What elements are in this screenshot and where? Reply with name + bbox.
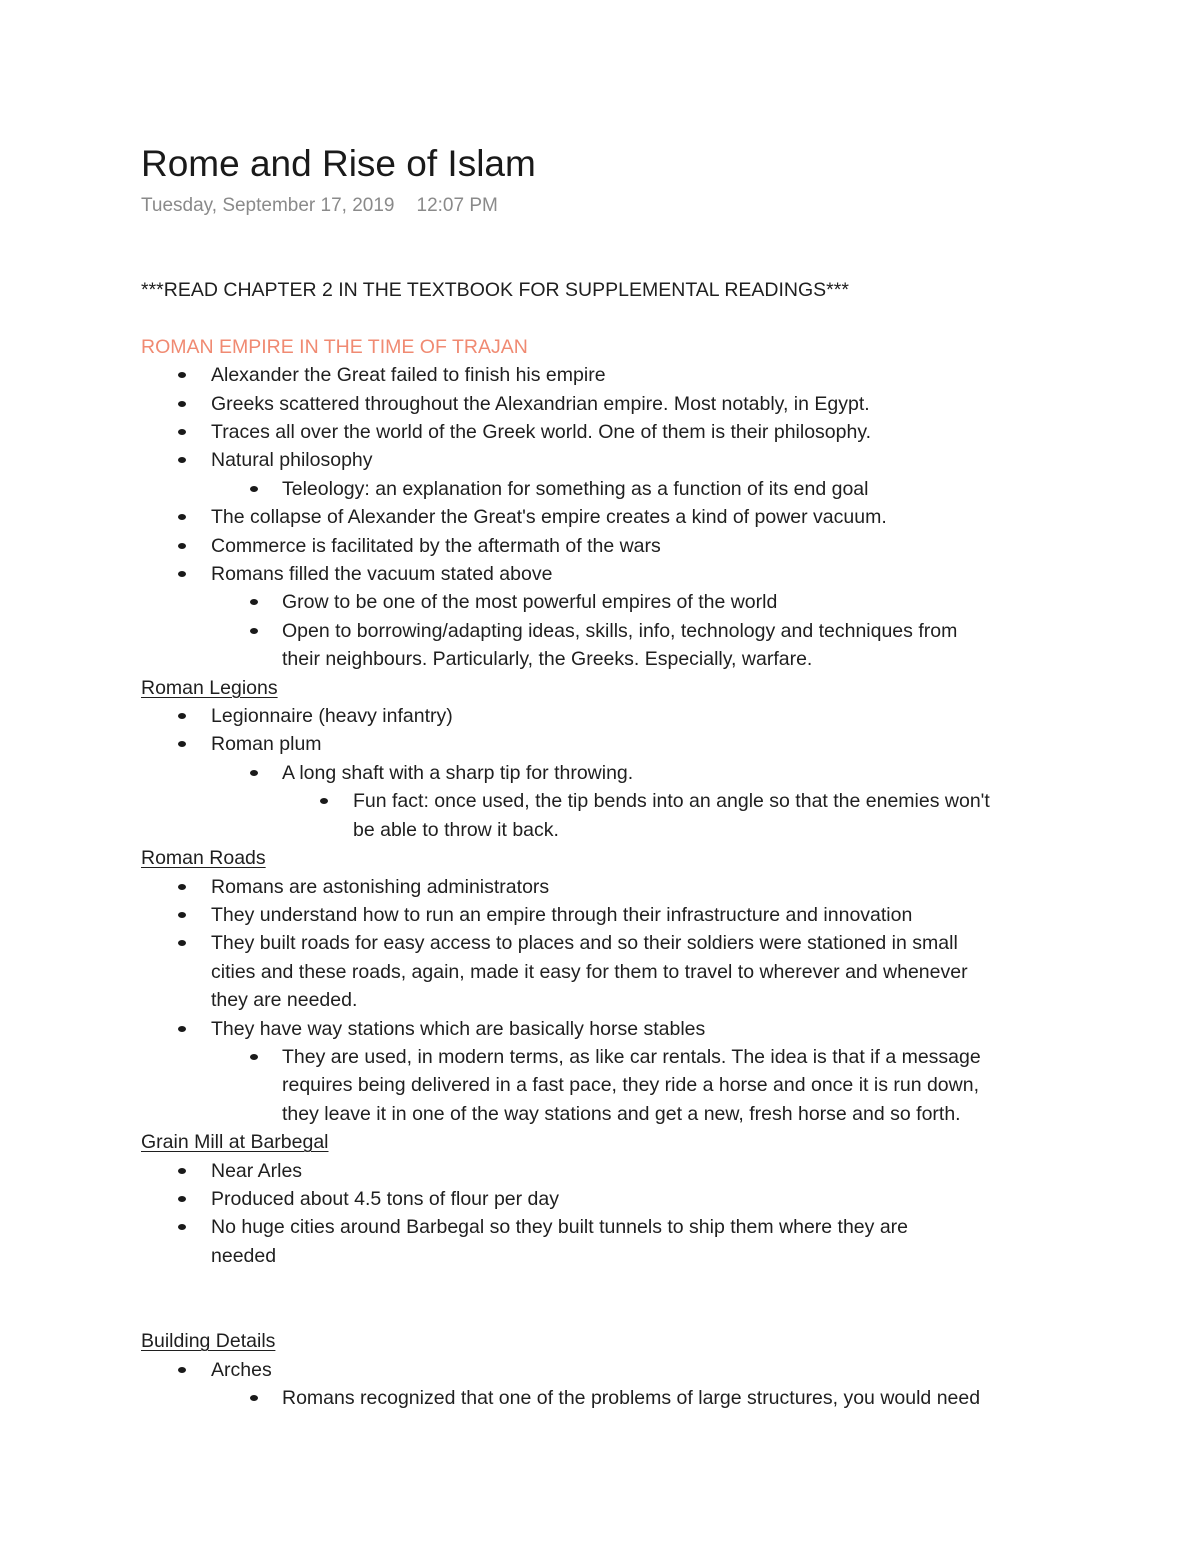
list-item (141, 390, 1081, 418)
list-item (141, 1157, 1081, 1185)
bullet-icon (178, 940, 186, 946)
list-item (141, 1213, 1081, 1241)
list-item (141, 560, 1081, 588)
list-item-text: Teleology: an explanation for something as a function of its end goal (282, 477, 869, 500)
bullet-icon (320, 798, 328, 804)
list-item-continuation (141, 645, 1081, 673)
section-heading: ROMAN EMPIRE IN THE TIME OF TRAJAN (141, 335, 528, 358)
bullet-icon (178, 1224, 186, 1230)
subheading-roman-roads: Roman Roads (141, 847, 266, 870)
list-item-text: they are needed. (211, 989, 358, 1012)
bullet-icon (250, 1054, 258, 1060)
bullet-icon (178, 401, 186, 407)
list-item-continuation (141, 1100, 1081, 1128)
list-item-text: They understand how to run an empire through their infrastructure and innovation (211, 903, 913, 926)
bullet-icon (178, 713, 186, 719)
bullet-icon (178, 514, 186, 520)
list-item-continuation (141, 1242, 1081, 1270)
spacer (141, 304, 1081, 332)
list-item-continuation (141, 986, 1081, 1014)
list-item (141, 1356, 1081, 1384)
list-item-text: Legionnaire (heavy infantry) (211, 705, 453, 728)
bullet-icon (250, 628, 258, 634)
list-item-text: requires being delivered in a fast pace, they ride a horse and once it is run down, (282, 1074, 980, 1097)
bullet-icon (178, 741, 186, 747)
list-item-text: Near Arles (211, 1159, 303, 1182)
list-item-text: No huge cities around Barbegal so they built tunnels to ship them where they are (211, 1216, 909, 1239)
bullet-icon (250, 1395, 258, 1401)
bullet-icon (178, 571, 186, 577)
list-item (141, 475, 1081, 503)
list-item-text: Arches (211, 1358, 272, 1381)
list-item (141, 1185, 1081, 1213)
list-item-text: Romans filled the vacuum stated above (211, 563, 553, 586)
subheading-building-details: Building Details (141, 1330, 276, 1353)
list-item (141, 617, 1081, 645)
list-item-text: The collapse of Alexander the Great's empire creates a kind of power vacuum. (211, 506, 887, 529)
list-item-text: They have way stations which are basically horse stables (211, 1017, 706, 1040)
bullet-icon (178, 884, 186, 890)
list-item (141, 361, 1081, 389)
list-item (141, 759, 1081, 787)
reading-note: ***READ CHAPTER 2 IN THE TEXTBOOK FOR SUPPLEMENTAL READINGS*** (141, 279, 849, 301)
bullet-icon (250, 599, 258, 605)
bullet-icon (178, 543, 186, 549)
page-date: Tuesday, September 17, 2019 (141, 195, 395, 216)
intro-list (141, 361, 1081, 673)
list-item-text: Open to borrowing/adapting ideas, skills, info, technology and techniques from (282, 619, 958, 642)
list-item-text: They are used, in modern terms, as like car rentals. The idea is that if a message (282, 1045, 981, 1068)
list-item (141, 418, 1081, 446)
spacer (141, 1270, 1081, 1327)
legions-list (141, 702, 1081, 844)
list-item-text: A long shaft with a sharp tip for throwing. (282, 761, 634, 784)
list-item-text: they leave it in one of the way stations and get a new, fresh horse and so forth. (282, 1102, 961, 1125)
bullet-icon (178, 912, 186, 918)
list-item-text: Roman plum (211, 733, 322, 756)
list-item (141, 873, 1081, 901)
list-item (141, 702, 1081, 730)
list-item (141, 446, 1081, 474)
bullet-icon (178, 1367, 186, 1373)
page-meta (141, 193, 498, 219)
note-body (141, 276, 1081, 1412)
list-item (141, 588, 1081, 616)
list-item-continuation (141, 958, 1081, 986)
list-item-text: Romans recognized that one of the problems of large structures, you would need (282, 1387, 981, 1410)
list-item-text: They built roads for easy access to places and so their soldiers were stationed in small (211, 932, 958, 955)
page-time: 12:07 PM (416, 195, 498, 216)
list-item-text: Romans are astonishing administrators (211, 875, 550, 898)
building-list (141, 1356, 1081, 1413)
subheading-roman-legions: Roman Legions (141, 676, 278, 699)
list-item-text: Natural philosophy (211, 449, 373, 472)
list-item (141, 1043, 1081, 1071)
list-item-text: cities and these roads, again, made it easy for them to travel to wherever and whenever (211, 960, 968, 983)
mill-list (141, 1157, 1081, 1271)
bullet-icon (178, 429, 186, 435)
bullet-icon (178, 372, 186, 378)
list-item-text: Fun fact: once used, the tip bends into an angle so that the enemies won't (353, 790, 990, 813)
list-item-text: Commerce is facilitated by the aftermath of the wars (211, 534, 661, 557)
list-item-text: needed (211, 1244, 277, 1267)
list-item-text: be able to throw it back. (353, 818, 559, 841)
list-item (141, 503, 1081, 531)
list-item (141, 787, 1081, 815)
list-item (141, 532, 1081, 560)
subheading-grain-mill: Grain Mill at Barbegal (141, 1131, 329, 1154)
bullet-icon (250, 486, 258, 492)
list-item (141, 1384, 1081, 1412)
list-item (141, 730, 1081, 758)
bullet-icon (178, 457, 186, 463)
list-item-text: their neighbours. Particularly, the Greeks. Especially, warfare. (282, 648, 813, 671)
list-item-text: Produced about 4.5 tons of flour per day (211, 1187, 559, 1210)
list-item-text: Traces all over the world of the Greek world. One of them is their philosophy. (211, 421, 872, 444)
list-item-text: Alexander the Great failed to finish his empire (211, 364, 606, 387)
list-item (141, 929, 1081, 957)
list-item-text: Greeks scattered throughout the Alexandrian empire. Most notably, in Egypt. (211, 392, 870, 415)
list-item (141, 901, 1081, 929)
list-item-text: Grow to be one of the most powerful empires of the world (282, 591, 778, 614)
list-item (141, 1015, 1081, 1043)
bullet-icon (250, 770, 258, 776)
page-title: Rome and Rise of Islam (141, 143, 536, 184)
bullet-icon (178, 1026, 186, 1032)
bullet-icon (178, 1168, 186, 1174)
list-item-continuation (141, 1071, 1081, 1099)
list-item-continuation (141, 816, 1081, 844)
bullet-icon (178, 1196, 186, 1202)
roads-list (141, 873, 1081, 1129)
